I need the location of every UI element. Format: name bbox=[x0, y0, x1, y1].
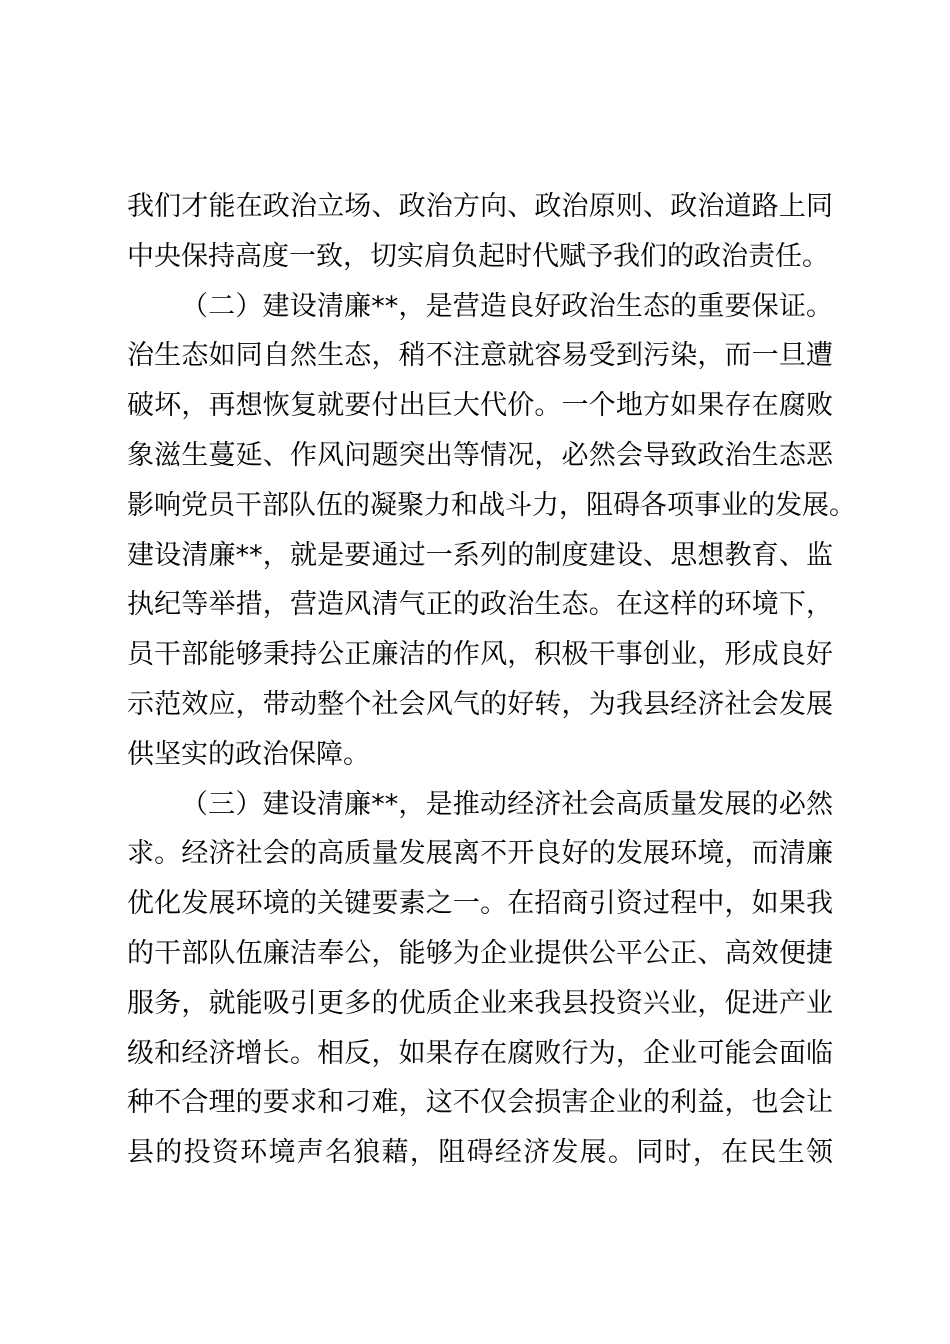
text-line-14: 求。经济社会的高质量发展离不开良好的发展环境，而清廉 bbox=[127, 838, 833, 870]
text-line-9: 执纪等举措，营造风清气正的政治生态。在这样的环境下， bbox=[127, 589, 833, 621]
section-heading-2: （二）建设清廉**，是营造良好政治生态的重要保证。 bbox=[181, 290, 833, 322]
text-line-19: 种不合理的要求和刁难，这不仅会损害企业的利益，也会让 bbox=[127, 1087, 833, 1119]
text-line-8: 建设清廉**，就是要通过一系列的制度建设、思想教育、监 bbox=[127, 539, 833, 571]
text-line-10: 员干部能够秉持公正廉洁的作风，积极干事创业，形成良好 bbox=[127, 639, 833, 671]
section-heading-3: （三）建设清廉**，是推动经济社会高质量发展的必然 bbox=[181, 788, 833, 820]
text-line-6: 象滋生蔓延、作风问题突出等情况，必然会导致政治生态恶 bbox=[127, 439, 833, 471]
text-line-12: 供坚实的政治保障。 bbox=[127, 738, 370, 770]
text-line-1: 我们才能在政治立场、政治方向、政治原则、政治道路上同 bbox=[127, 191, 833, 222]
text-line-2: 中央保持高度一致，切实肩负起时代赋予我们的政治责任。 bbox=[127, 240, 829, 272]
text-line-16: 的干部队伍廉洁奉公，能够为企业提供公平公正、高效便捷 bbox=[127, 937, 833, 969]
text-line-20: 县的投资环境声名狼藉，阻碍经济发展。同时，在民生领 bbox=[127, 1137, 833, 1169]
text-line-17: 服务，就能吸引更多的优质企业来我县投资兴业，促进产业 bbox=[127, 987, 833, 1019]
text-line-7: 影响党员干部队伍的凝聚力和战斗力，阻碍各项事业的发展。 bbox=[127, 489, 856, 521]
text-line-4: 治生态如同自然生态，稍不注意就容易受到污染，而一旦遭 bbox=[127, 340, 833, 372]
text-line-5: 破坏，再想恢复就要付出巨大代价。一个地方如果存在腐败 bbox=[127, 390, 833, 422]
text-line-18: 级和经济增长。相反，如果存在腐败行为，企业可能会面临 bbox=[127, 1037, 833, 1069]
text-line-11: 示范效应，带动整个社会风气的好转，为我县经济社会发展 bbox=[127, 688, 833, 720]
text-line-15: 优化发展环境的关键要素之一。在招商引资过程中，如果我 bbox=[127, 888, 833, 920]
document-body bbox=[127, 182, 856, 1178]
